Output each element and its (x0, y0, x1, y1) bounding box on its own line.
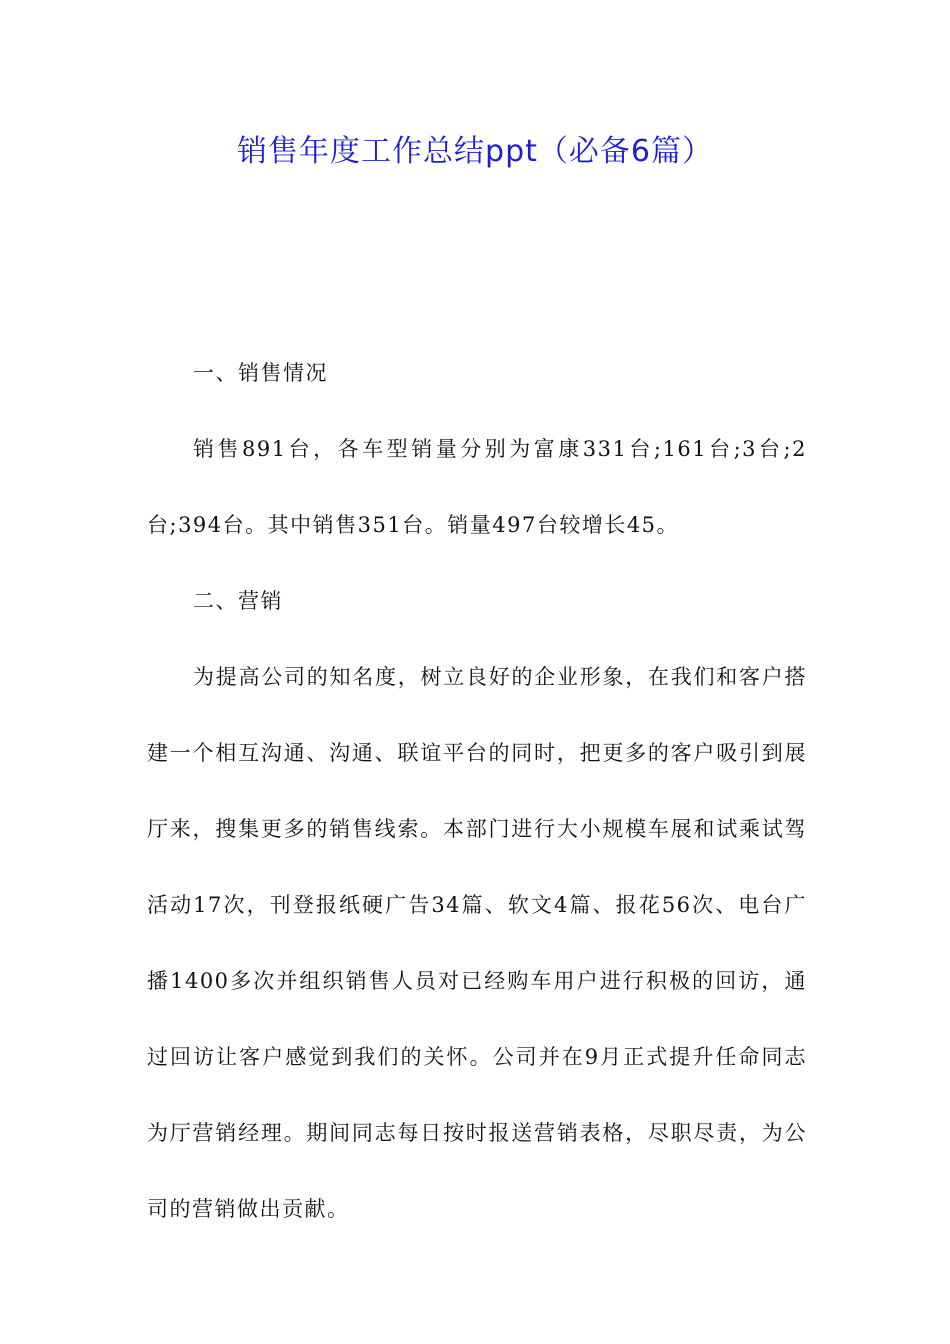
paragraph-sales-figures: 销售891台，各车型销量分别为富康331台;161台;3台;2台;394台。其中销售351台。销量497台较增长45。 (147, 437, 807, 537)
paragraph-marketing-activities: 为提高公司的知名度，树立良好的企业形象，在我们和客户搭建一个相互沟通、沟通、联谊平台的同时，把更多的客户吸引到展厅来，搜集更多的销售线索。本部门进行大小规模车展和试乘试驾活动17次，刊登报纸硬广告34篇、软文4篇、报花56次、电台广播1400多次并组织销售人员对已经购车用户进行积极的回访，通过回访让客户感觉到我们的关怀。公司并在9月正式提升任命同志为厅营销经理。期间同志每日按时报送营销表格，尽职尽责，为公司的营销做出贡献。 (147, 665, 807, 1221)
document-title: 销售年度工作总结ppt（必备6篇） (237, 134, 713, 169)
section-heading-sales: 一、销售情况 (193, 361, 328, 385)
section-heading-marketing: 二、营销 (193, 589, 283, 613)
document-body (147, 335, 807, 1247)
